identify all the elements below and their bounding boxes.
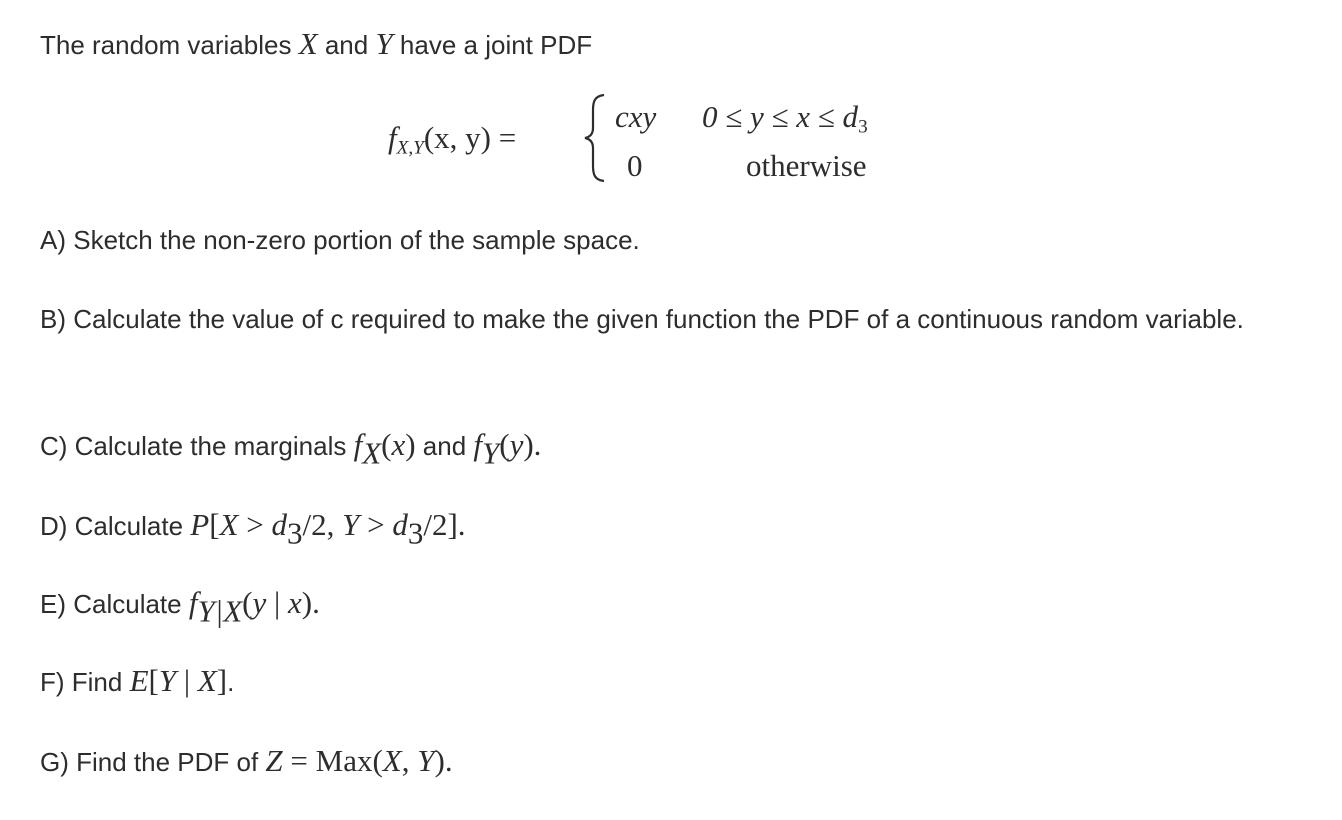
part-c [40, 427, 542, 471]
fraction: /2, [302, 507, 343, 542]
part-a [40, 223, 640, 257]
pdf-subscript: X,Y [396, 137, 424, 159]
conditional-pdf-symbol: f [188, 585, 198, 620]
inequality: > d [359, 507, 408, 542]
var-Y: Y [342, 507, 360, 542]
marginal-y-subscript: Y [482, 435, 500, 471]
intro-text: The random variables [40, 30, 299, 60]
part-a-text: A) Sketch the non-zero portion of the sample space. [40, 225, 640, 255]
var-Z: Z [265, 743, 283, 778]
fraction: /2]. [423, 507, 466, 542]
max-args: (X, Y) [372, 743, 445, 778]
part-f-text: F) Find [40, 667, 130, 697]
case1-condition [702, 99, 868, 138]
pdf-function-symbol: f [388, 120, 397, 155]
equals: = [282, 743, 316, 778]
var-Y: Y [375, 26, 393, 61]
d-subscript: 3 [407, 515, 424, 551]
case1-value: cxy [615, 99, 657, 134]
part-f-text: . [227, 667, 235, 697]
part-c-text: C) Calculate the marginals [40, 431, 354, 461]
part-c-text: and [415, 431, 474, 461]
var-X: X [219, 507, 239, 542]
intro-text: have a joint PDF [392, 30, 593, 60]
marginal-x-arg: (x) [381, 427, 416, 462]
case2-condition: otherwise [746, 148, 867, 183]
part-b-text: B) Calculate the value of c required to make the given function the PDF of a continuous random variable. [40, 304, 1244, 334]
part-b [40, 294, 1290, 344]
part-g-text: . [444, 743, 453, 778]
marginal-y-symbol: f [473, 427, 483, 462]
conditional-arg: (y | x). [242, 585, 320, 620]
part-d [40, 507, 466, 551]
pdf-arguments: (x, y) = [423, 120, 517, 155]
prob-symbol: P [190, 507, 210, 542]
joint-pdf-equation [388, 86, 948, 196]
case1-condition-subscript: 3 [858, 116, 868, 138]
case1-condition-text: 0 ≤ y ≤ x ≤ d [702, 99, 859, 134]
part-g [40, 744, 453, 779]
max-operator: Max [315, 743, 373, 778]
expectation-arg: [Y | X] [148, 663, 228, 698]
case2-value: 0 [627, 148, 643, 183]
part-e [40, 585, 320, 629]
var-X: X [298, 26, 318, 61]
marginal-y-arg: (y). [499, 427, 542, 462]
pdf-lhs [388, 120, 517, 159]
bracket: [ [209, 507, 220, 542]
part-d-text: D) Calculate [40, 511, 191, 541]
marginal-x-subscript: X [362, 435, 382, 471]
inequality: > d [238, 507, 287, 542]
left-brace-icon [582, 92, 608, 184]
intro-sentence [40, 27, 592, 62]
d-subscript: 3 [286, 515, 303, 551]
intro-text: and [317, 30, 376, 60]
expectation-symbol: E [129, 663, 149, 698]
part-f [40, 664, 234, 699]
conditional-subscript: Y|X [197, 593, 243, 629]
part-g-text: G) Find the PDF of [40, 747, 266, 777]
part-e-text: E) Calculate [40, 589, 189, 619]
marginal-x-symbol: f [353, 427, 363, 462]
